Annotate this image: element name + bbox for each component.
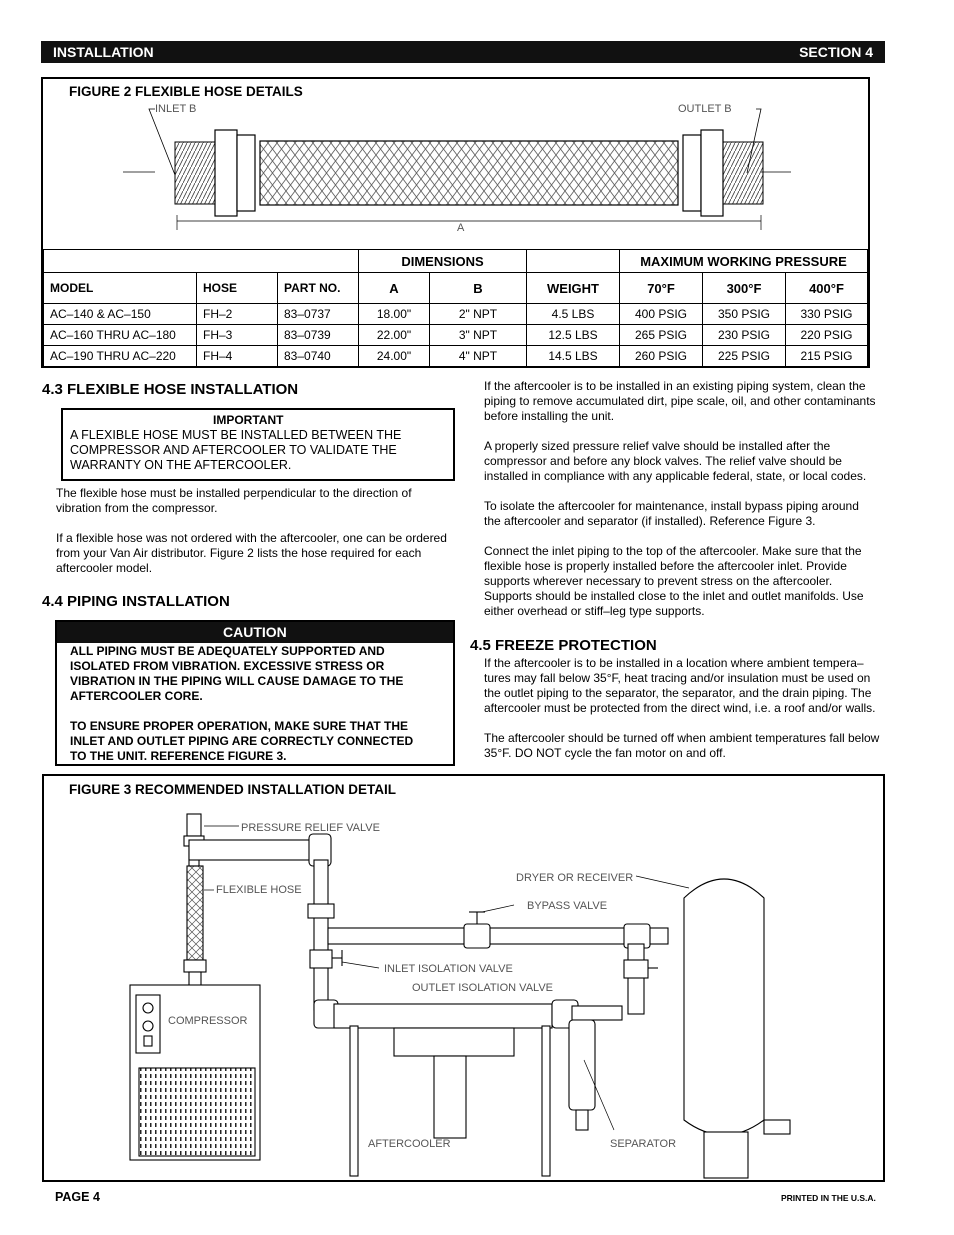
flexible-hose-drawing bbox=[43, 95, 868, 247]
col-b: B bbox=[430, 273, 527, 304]
existing-piping-paragraph: If the aftercooler is to be installed in an existing piping system, clean the piping to remove accumulated dirt, pipe scale, oil, and other contaminants before installing the unit. bbox=[484, 379, 876, 423]
relief-valve-paragraph: A properly sized pressure relief valve should be installed after the compressor and before any block valves. The relief valve should be installed in compliance with any applicable federal, state, or local codes. bbox=[484, 439, 867, 483]
cell-400f: 215 PSIG bbox=[786, 346, 868, 367]
page-number: PAGE 4 bbox=[55, 1190, 100, 1204]
cell-b: 3" NPT bbox=[430, 325, 527, 346]
cell-weight: 4.5 LBS bbox=[527, 304, 620, 325]
cell-70f: 265 PSIG bbox=[620, 325, 703, 346]
hose-ordering-paragraph: If a flexible hose was not ordered with the aftercooler, one can be ordered from your Van Air distributor. Figure 2 lists the hose required for each aftercooler model. bbox=[56, 531, 447, 575]
table-row bbox=[44, 304, 868, 325]
cell-70f: 400 PSIG bbox=[620, 304, 703, 325]
cell-300f: 350 PSIG bbox=[703, 304, 786, 325]
printed-in-usa: PRINTED IN THE U.S.A. bbox=[781, 1193, 876, 1203]
cell-300f: 225 PSIG bbox=[703, 346, 786, 367]
cell-part-no: 83–0737 bbox=[278, 304, 359, 325]
table-column-header-row bbox=[44, 273, 868, 304]
bypass-valve-label: BYPASS VALVE bbox=[527, 900, 608, 912]
inlet-piping-paragraph: Connect the inlet piping to the top of the aftercooler. Make sure that the flexible hose is properly installed before the aftercooler inlet. Provide supports wherever necessary to prevent stress on the aftercooler. Supports should be installed close to the inlet and outlet manifolds. Use either overhead or stiff–leg type supports. bbox=[484, 544, 864, 618]
cell-b: 4" NPT bbox=[430, 346, 527, 367]
header-section-number: SECTION 4 bbox=[799, 44, 873, 60]
cell-part-no: 83–0740 bbox=[278, 346, 359, 367]
freeze-paragraph-1: If the aftercooler is to be installed in a location where ambient tempera– tures may fall below 35°F, heat tracing and/or insulation must be used on the outlet piping to the separator, the separator, and the drain piping. The aftercooler must be protected from the direct wind, i.e. a roof and/or walls. bbox=[484, 656, 876, 715]
inlet-isolation-valve-label: INLET ISOLATION VALVE bbox=[384, 963, 513, 975]
cell-weight: 14.5 LBS bbox=[527, 346, 620, 367]
table-group-header-row bbox=[44, 250, 868, 273]
hose-spec-table bbox=[43, 249, 868, 367]
col-hose: HOSE bbox=[197, 273, 278, 304]
section-4-5-title: 4.5 FREEZE PROTECTION bbox=[470, 637, 657, 654]
cell-hose: FH–4 bbox=[197, 346, 278, 367]
col-weight: WEIGHT bbox=[527, 273, 620, 304]
hose-perpendicular-paragraph: The flexible hose must be installed perpendicular to the direction of vibration from the compressor. bbox=[56, 486, 412, 515]
caution-title: CAUTION bbox=[223, 624, 287, 640]
freeze-paragraph-2: The aftercooler should be turned off when ambient temperatures fall below 35°F. DO NOT cycle the fan motor on and off. bbox=[484, 731, 880, 760]
cell-a: 22.00" bbox=[359, 325, 430, 346]
flexible-hose-label: FLEXIBLE HOSE bbox=[216, 884, 302, 896]
dimensions-header: DIMENSIONS bbox=[359, 250, 527, 273]
dryer-receiver-label: DRYER OR RECEIVER bbox=[516, 872, 634, 884]
cell-weight: 12.5 LBS bbox=[527, 325, 620, 346]
cell-300f: 230 PSIG bbox=[703, 325, 786, 346]
cell-a: 24.00" bbox=[359, 346, 430, 367]
col-400f: 400°F bbox=[786, 273, 868, 304]
caution-box bbox=[55, 620, 455, 766]
page-header-bar bbox=[41, 41, 885, 63]
cell-model: AC–160 THRU AC–180 bbox=[44, 325, 197, 346]
separator-label: SEPARATOR bbox=[610, 1138, 677, 1150]
col-model: MODEL bbox=[44, 273, 197, 304]
cell-model: AC–140 & AC–150 bbox=[44, 304, 197, 325]
cell-70f: 260 PSIG bbox=[620, 346, 703, 367]
relief-valve-label: PRESSURE RELIEF VALVE bbox=[241, 822, 380, 834]
section-4-3-title: 4.3 FLEXIBLE HOSE INSTALLATION bbox=[42, 381, 299, 398]
inlet-b-label: INLET B bbox=[155, 103, 197, 115]
aftercooler-label: AFTERCOOLER bbox=[368, 1138, 451, 1150]
figure-3-title: FIGURE 3 RECOMMENDED INSTALLATION DETAIL bbox=[69, 782, 396, 797]
cell-400f: 220 PSIG bbox=[786, 325, 868, 346]
caution-text-1: ALL PIPING MUST BE ADEQUATELY SUPPORTED AND ISOLATED FROM VIBRATION. EXCESSIVE STRESS OR VIBRATION IN THE PIPING WILL CAUSE DAMAGE TO THE AFTERCOOLER CORE. bbox=[70, 644, 404, 703]
table-row bbox=[44, 325, 868, 346]
col-a: A bbox=[359, 273, 430, 304]
outlet-isolation-valve-label: OUTLET ISOLATION VALVE bbox=[412, 982, 554, 994]
important-text: A FLEXIBLE HOSE MUST BE INSTALLED BETWEEN THE COMPRESSOR AND AFTERCOOLER TO VALIDATE THE WARRANTY ON THE AFTERCOOLER. bbox=[70, 428, 402, 472]
section-4-4-title: 4.4 PIPING INSTALLATION bbox=[42, 593, 230, 610]
cell-model: AC–190 THRU AC–220 bbox=[44, 346, 197, 367]
cell-hose: FH–3 bbox=[197, 325, 278, 346]
bypass-paragraph: To isolate the aftercooler for maintenance, install bypass piping around the aftercooler and separator (if installed). Reference Figure 3. bbox=[484, 499, 859, 528]
important-box bbox=[61, 408, 455, 481]
col-70f: 70°F bbox=[620, 273, 703, 304]
cell-a: 18.00" bbox=[359, 304, 430, 325]
cell-part-no: 83–0739 bbox=[278, 325, 359, 346]
col-part-no: PART NO. bbox=[278, 273, 359, 304]
col-300f: 300°F bbox=[703, 273, 786, 304]
compressor-label: COMPRESSOR bbox=[168, 1015, 248, 1027]
outlet-b-label: OUTLET B bbox=[678, 103, 732, 115]
cell-hose: FH–2 bbox=[197, 304, 278, 325]
caution-text-2: TO ENSURE PROPER OPERATION, MAKE SURE THAT THE INLET AND OUTLET PIPING ARE CORRECTLY CONNECTED TO THE UNIT. REFERENCE FIGURE 3. bbox=[70, 719, 414, 763]
caution-banner bbox=[57, 622, 453, 643]
cell-b: 2" NPT bbox=[430, 304, 527, 325]
dimension-a-label: A bbox=[457, 222, 465, 234]
header-section-name: INSTALLATION bbox=[53, 44, 154, 60]
table-row bbox=[44, 346, 868, 367]
cell-400f: 330 PSIG bbox=[786, 304, 868, 325]
figure-2-title: FIGURE 2 FLEXIBLE HOSE DETAILS bbox=[69, 84, 303, 99]
pressure-header: MAXIMUM WORKING PRESSURE bbox=[620, 250, 868, 273]
important-title: IMPORTANT bbox=[213, 413, 284, 427]
installation-diagram bbox=[44, 800, 883, 1180]
